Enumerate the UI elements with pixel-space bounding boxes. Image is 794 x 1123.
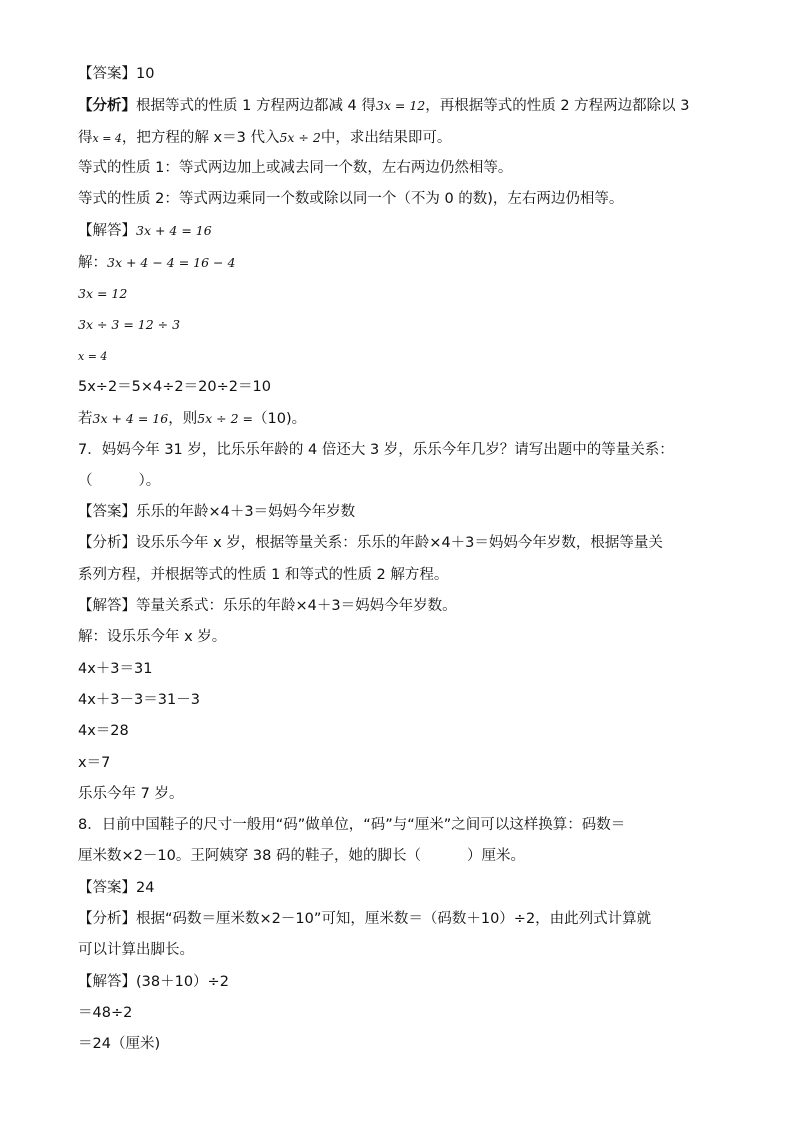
q8-solution-line1 bbox=[78, 967, 728, 998]
q8-question-line1: 8．日前中国鞋子的尺寸一般用“码”做单位，“码”与“厘米”之间可以这样换算：码数＝ bbox=[78, 817, 626, 834]
solution-text: 若 bbox=[78, 411, 93, 428]
equation: x = 4 bbox=[78, 349, 108, 363]
q6-property1: 等式的性质 1：等式两边加上或减去同一个数，左右两边仍然相等。 bbox=[78, 159, 513, 176]
equation: 3x + 4 = 16 bbox=[92, 411, 169, 427]
q7-analysis-line2: 系列方程，并根据等式的性质 1 和等式的性质 2 解方程。 bbox=[78, 566, 449, 583]
q7-question-line2 bbox=[78, 466, 728, 497]
analysis-tag: 【分析】 bbox=[78, 911, 136, 928]
answer-value: 24 bbox=[136, 879, 155, 896]
q6-analysis-line2 bbox=[78, 122, 728, 153]
analysis-text: ，再根据等式的性质 2 方程两边都除以 3 bbox=[425, 98, 690, 115]
q7-solution-line5: 4x＝28 bbox=[78, 723, 129, 740]
q7-solution-line4: 4x＋3－3＝31－3 bbox=[78, 691, 200, 708]
solution-text: 解： bbox=[78, 254, 107, 271]
equation: 3x ÷ 3 = 12 ÷ 3 bbox=[78, 317, 181, 333]
q7-solution-line3: 4x＋3＝31 bbox=[78, 660, 153, 677]
answer-value: 乐乐的年龄×4＋3＝妈妈今年岁数 bbox=[136, 504, 356, 521]
document-page bbox=[78, 59, 728, 1061]
q6-solution-step2 bbox=[78, 278, 728, 309]
equation: x = 4 bbox=[92, 131, 122, 145]
solution-tag: 【解答】 bbox=[78, 598, 136, 615]
q8-solution-line3: ＝24（厘米) bbox=[78, 1036, 161, 1053]
q8-answer bbox=[78, 873, 728, 904]
answer-tag: 【答案】 bbox=[78, 66, 136, 82]
q7-answer bbox=[78, 497, 728, 528]
solution-tag: 【解答】 bbox=[78, 223, 136, 240]
equation: 5x ÷ 2 bbox=[279, 129, 321, 145]
q7-solution-line6: x＝7 bbox=[78, 754, 111, 771]
equation: 5x ÷ 2 = bbox=[197, 411, 254, 427]
solution-text: 等量关系式：乐乐的年龄×4＋3＝妈妈今年岁数。 bbox=[136, 598, 457, 615]
answer-value: 10 bbox=[136, 66, 155, 82]
analysis-text: 根据等式的性质 1 方程两边都减 4 得 bbox=[136, 98, 376, 115]
question-text: 厘米数×2－10。王阿姨穿 38 码的鞋子，她的脚长（ bbox=[78, 848, 421, 865]
q6-analysis-line1 bbox=[78, 90, 728, 121]
q6-solution-head bbox=[78, 215, 728, 246]
q6-solution-step4 bbox=[78, 341, 728, 372]
analysis-tag: 【分析】 bbox=[78, 535, 136, 552]
analysis-text: 设乐乐今年 x 岁，根据等量关系：乐乐的年龄×4＋3＝妈妈今年岁数，根据等量关 bbox=[136, 535, 663, 552]
equation: 3x + 4 − 4 = 16 − 4 bbox=[107, 254, 236, 270]
q6-property2: 等式的性质 2：等式两边乘同一个数或除以同一个（不为 0 的数)，左右两边仍相等。 bbox=[78, 191, 624, 208]
q7-solution-line1 bbox=[78, 591, 728, 622]
q8-analysis-line1 bbox=[78, 904, 728, 935]
analysis-text: ，把方程的解 x＝3 代入 bbox=[121, 129, 280, 146]
question-text: ）。 bbox=[138, 472, 161, 489]
q7-question-line1: 7．妈妈今年 31 岁，比乐乐年龄的 4 倍还大 3 岁，乐乐今年几岁？请写出题中的等量关系： bbox=[78, 441, 674, 458]
solution-text: ，则 bbox=[168, 411, 198, 428]
q7-analysis-line1 bbox=[78, 528, 728, 559]
analysis-text: 根据“码数＝厘米数×2－10”可知，厘米数＝（码数＋10）÷2，由此列式计算就 bbox=[136, 911, 652, 928]
q6-solution-step3 bbox=[78, 309, 728, 340]
equation: 3x + 4 = 16 bbox=[136, 223, 212, 239]
equation: 3x = 12 bbox=[375, 98, 426, 114]
solution-text: （10)。 bbox=[253, 411, 307, 428]
answer-tag: 【答案】 bbox=[78, 879, 136, 896]
analysis-text: 得 bbox=[78, 129, 93, 146]
equation: 3x = 12 bbox=[78, 286, 128, 302]
q7-solution-line7: 乐乐今年 7 岁。 bbox=[78, 785, 184, 802]
solution-tag: 【解答】 bbox=[78, 973, 136, 990]
q8-question-line2 bbox=[78, 841, 728, 872]
analysis-text: 中，求出结果即可。 bbox=[320, 129, 452, 146]
q6-solution-step5: 5x÷2＝5×4÷2＝20÷2＝10 bbox=[78, 378, 271, 395]
answer-tag: 【答案】 bbox=[78, 504, 136, 521]
question-text: ）厘米。 bbox=[467, 848, 525, 865]
analysis-tag: 【分析】 bbox=[78, 98, 136, 115]
q7-solution-line2: 解：设乐乐今年 x 岁。 bbox=[78, 629, 227, 646]
q6-conclusion bbox=[78, 403, 728, 434]
q8-analysis-line2: 可以计算出脚长。 bbox=[78, 942, 194, 959]
q6-answer bbox=[78, 59, 728, 90]
q6-solution-step1 bbox=[78, 247, 728, 278]
question-text: （ bbox=[78, 472, 93, 489]
solution-text: (38＋10）÷2 bbox=[136, 973, 229, 990]
q8-solution-line2: ＝48÷2 bbox=[78, 1004, 133, 1021]
